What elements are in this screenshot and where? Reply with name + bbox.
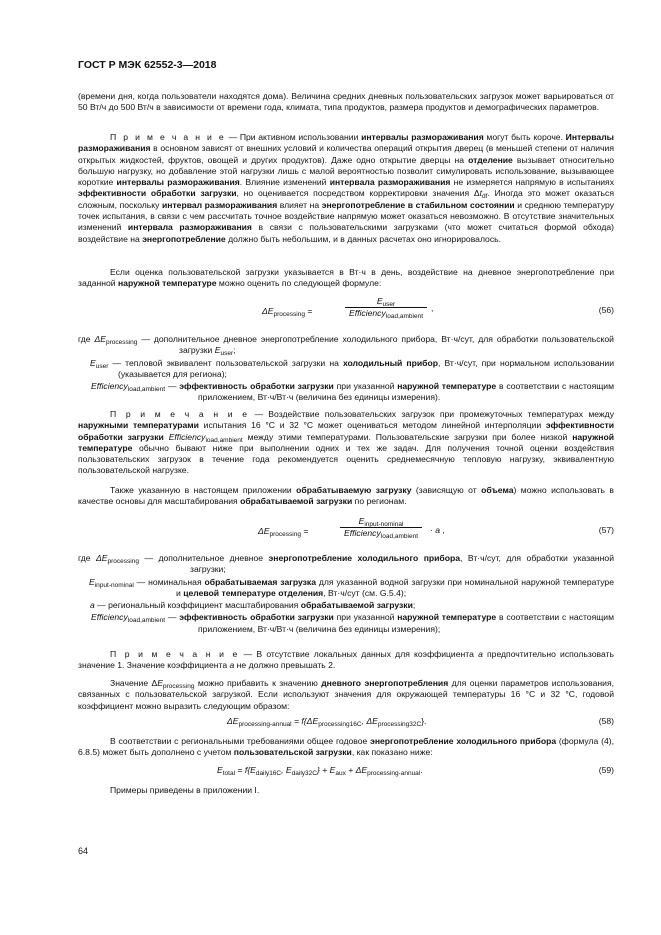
definitions-57 [78, 553, 614, 635]
definition-a: a — региональный коэффициент масштабирования обрабатываемой загрузки; [90, 600, 416, 611]
paragraph-total-energy: В соответствии с региональными требованиями общее годовое энергопотребление холодильного прибора (формула (4), 6.8.5) может быть дополнено с учетом пользовательской загрузки, как показано ниже: [78, 736, 614, 758]
definition-delta-e: где $\Delta E_{processing}$ — дополнительное дневное энергопотребление холодильного прибора, Вт·ч/сут, для обработки пользовательской загрузки $E_{user}$; [78, 334, 614, 358]
definition-efficiency-57: Efficiency$_{load,ambient}$ — эффективность обработки загрузки при указанной наружной температуре в соответствии с настоящим приложением, Вт·ч/Вт·ч (величина без единицы измерения); [91, 612, 615, 634]
equation-number: (59) [598, 765, 614, 775]
paragraph-formula-intro: Если оценка пользовательской загрузки указывается в Вт·ч в день, воздействие на дневное энергопотребление при заданной наружной температуре можно оценить по следующей формуле: [78, 267, 614, 289]
paragraph-scaling: Также указанную в настоящем приложении обрабатываемую загрузку (зависящую от объема) можно использовать в качестве основы для масштабирования обрабатываемой загрузки по регионам. [78, 485, 614, 507]
equation-56: $\Delta E_{processing}$ = $E_{user}$ Efficiency$_{load,ambient}$ , (56) [262, 296, 614, 321]
definition-efficiency: Efficiency$_{load,ambient}$ — эффективность обработки загрузки при указанной наружной температуре в соответствии с настоящим приложением, Вт·ч/Вт·ч (величина без единицы измерения). [91, 381, 615, 403]
equation-number: (58) [598, 716, 614, 726]
note-coefficient-a: П р и м е ч а н и е — В отсутствие локальных данных для коэффициента a предпочтительно использовать значение 1. Значение коэффициента a не должно превышать 2. [78, 649, 614, 671]
equation-number: (57) [598, 525, 614, 535]
equation-58: $\Delta E_{processing-annual} = f\{\Delta E_{processing16C}$, $\Delta E_{processing32C}$}. (58) [227, 716, 614, 728]
equation-59: $E_{total} = f\{E_{daily16C}$, $E_{daily32C}\} + E_{aux} + \Delta E_{processing-annual}$. (59) [217, 765, 614, 777]
note-label: П р и м е ч а н и е [110, 132, 226, 142]
document-header: ГОСТ Р МЭК 62552-3—2018 [78, 59, 217, 71]
definition-e-input-nominal: $E_{input-nominal}$ — номинальная обрабатываемая загрузка для указанной водной загрузки при номинальной наружной температуре и целевой температуре отделения, Вт·ч/сут (см. G.5.4); [89, 576, 614, 598]
note-defrost: П р и м е ч а н и е — При активном использовании интервалы размораживания могут быть короче. Интервалы размораживания в основном зависят от внешних условий и количества операций открытия дверец (в меньшей степени от наличия открытых жидкостей, фруктов, овощей и других продуктов). Даже одно открытие дверцы на отделение вызывает относительно большую нагрузку, но добавление этой нагрузки лишь с малой вероятностью позволит симулировать использование, вызывающее короткие интервалы размораживания. Влияние изменений интервала размораживания не измеряется напрямую в испытаниях эффективности обработки загрузки, но оценивается посредством корректировки значения $\Delta t_{df}$. Иногда это может оказаться сложным, поскольку интервал размораживания влияет на энергопотребление в стабильном состоянии и среднюю температуру точек испытания, в связи с чем рассчитать точное воздействие напрямую может оказаться невозможно. В отсутствие значительных изменений интервала размораживания в связи с пользовательскими загрузками (что может считаться формой обхода) воздействие на энергопотребление должно быть небольшим, и в данных расчетах оно игнорировалось. [78, 132, 615, 244]
definition-delta-e-processing: где $\Delta E_{processing}$ — дополнительное дневное энергопотребление холодильного прибора, Вт·ч/сут, для обработки указанной загрузки; [78, 553, 614, 575]
equation-57: $\Delta E_{processing}$ = $E_{input-nominal}$ Efficiency$_{load,ambient}$ · a , (57) [258, 516, 614, 541]
definitions-56 [78, 334, 614, 404]
paragraph-examples: Примеры приведены в приложении I. [110, 785, 260, 795]
definition-e-user: $E_{user}$ — тепловой эквивалент пользовательской загрузки на холодильный прибор, Вт·ч/сут, при нормальном использовании (указывается для региона); [90, 357, 615, 379]
note-label: П р и м е ч а н и е [110, 649, 240, 659]
note-intermediate-temperature: П р и м е ч а н и е — Воздействие пользовательских загрузок при промежуточных температурах между наружными температурами испытания 16 °C и 32 °C может оцениваться методом линейной интерполяции эффективности обработки загрузки Efficiency$_{load,ambient}$ между этими температурами. Пользовательские загрузки при более низкой наружной температуре обычно бывают ниже при выполнении одних и тех же задач. Для получения точной оценки воздействия пользовательских загрузок в течение года рекомендуется оценить среднемесячную тепловую нагрузку, эквивалентную пользовательской нагрузке. [78, 409, 614, 476]
page-number: 64 [78, 846, 89, 856]
equation-number: (56) [598, 305, 614, 315]
paragraph-intro: (времени дня, когда пользователи находятся дома). Величина средних дневных пользовательских загрузок может варьироваться от 50 Вт/ч до 500 Вт/ч в зависимости от времени года, климата, типа продуктов, размера продуктов и демографических параметров. [78, 91, 614, 113]
paragraph-annual: Значение $\Delta E_{processing}$ можно прибавить к значению дневного энергопотребления для оценки параметров использования, связанных с пользовательской загрузкой. Если используют значения для окружающей температуры 16 °C и 32 °C, годовой коэффициент можно выразить следующим образом: [78, 678, 614, 711]
note-label: П р и м е ч а н и е [110, 409, 250, 419]
